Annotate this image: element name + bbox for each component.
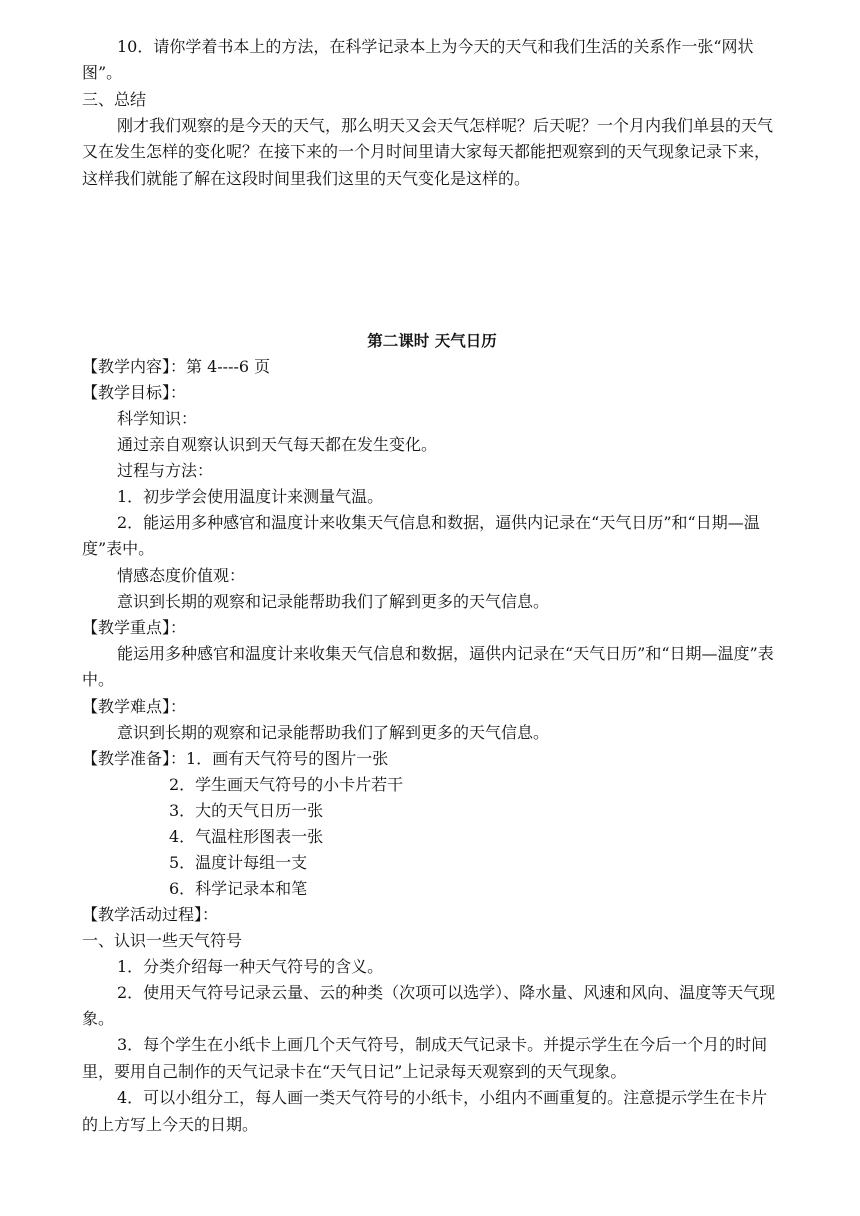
preparation-item: 4．气温柱形图表一张 [169,826,324,846]
lesson-title: 第二课时 天气日历 [367,332,497,351]
activity-process-heading: 【教学活动过程】： [82,904,219,924]
preparation-item: 6．科学记录本和笔 [169,878,308,898]
key-point-label: 【教学重点】： [82,617,187,637]
item-10: 10．请你学着书本上的方法，在科学记录本上为今天的天气和我们生活的关系作一张“网状图”。 [82,37,754,83]
summary-heading: 三、总结 [82,89,147,109]
activity-step: 4．可以小组分工，每人画一类天气符号的小纸卡，小组内不画重复的。注意提示学生在卡片的上方写上今天的日期。 [82,1088,768,1134]
objectives-label: 【教学目标】： [82,383,187,403]
section-1-heading: 一、认识一些天气符号 [82,930,243,950]
activity-step: 2．使用天气符号记录云量、云的种类（次项可以选学）、降水量、风速和风向、温度等天气现象。 [82,982,776,1029]
key-point-text: 能运用多种感官和温度计来收集天气信息和数据，逼供内记录在“天气日历”和“日期—温度”表中。 [82,643,774,690]
science-knowledge: 通过亲自观察认识到天气每天都在发生变化。 [117,435,438,455]
science-knowledge-label: 科学知识： [117,409,198,429]
summary-paragraph: 刚才我们观察的是今天的天气，那么明天又会天气怎样呢？后天呢？一个月内我们单县的天气又在发生怎样的变化呢？在接下来的一个月时间里请大家每天都能把观察到的天气现象记录下来，这样我们就能了解在这段时间里我们这里的天气变化是这样的。 [82,115,774,188]
attitude-label: 情感态度价值观： [117,565,246,585]
blank-gap [82,192,782,324]
process-method-label: 过程与方法： [117,461,214,481]
process-item-2: 2．能运用多种感官和温度计来收集天气信息和数据，逼供内记录在“天气日历”和“日期—温度”表中。 [82,513,760,559]
difficulty-label: 【教学难点】： [82,696,187,716]
activity-step: 1．分类介绍每一种天气符号的含义。 [117,956,384,976]
process-item-1: 1．初步学会使用温度计来测量气温。 [117,487,384,507]
attitude-text: 意识到长期的观察和记录能帮助我们了解到更多的天气信息。 [117,591,550,611]
teaching-content: 【教学内容】：第 4----6 页 [82,357,271,377]
preparation-item: 1．画有天气符号的图片一张 [186,748,389,768]
preparation-item: 3．大的天气日历一张 [169,800,324,820]
preparation-label: 【教学准备】： [82,748,187,768]
document-page [82,34,782,1138]
preparation-item: 2．学生画天气符号的小卡片若干 [169,774,404,794]
preparation-item: 5．温度计每组一支 [169,852,308,872]
difficulty-text: 意识到长期的观察和记录能帮助我们了解到更多的天气信息。 [117,722,550,742]
preparation-row [82,746,782,772]
activity-step: 3．每个学生在小纸卡上画几个天气符号，制成天气记录卡。并提示学生在今后一个月的时间里，要用自己制作的天气记录卡在“天气日记”上记录每天观察到的天气现象。 [82,1035,768,1081]
